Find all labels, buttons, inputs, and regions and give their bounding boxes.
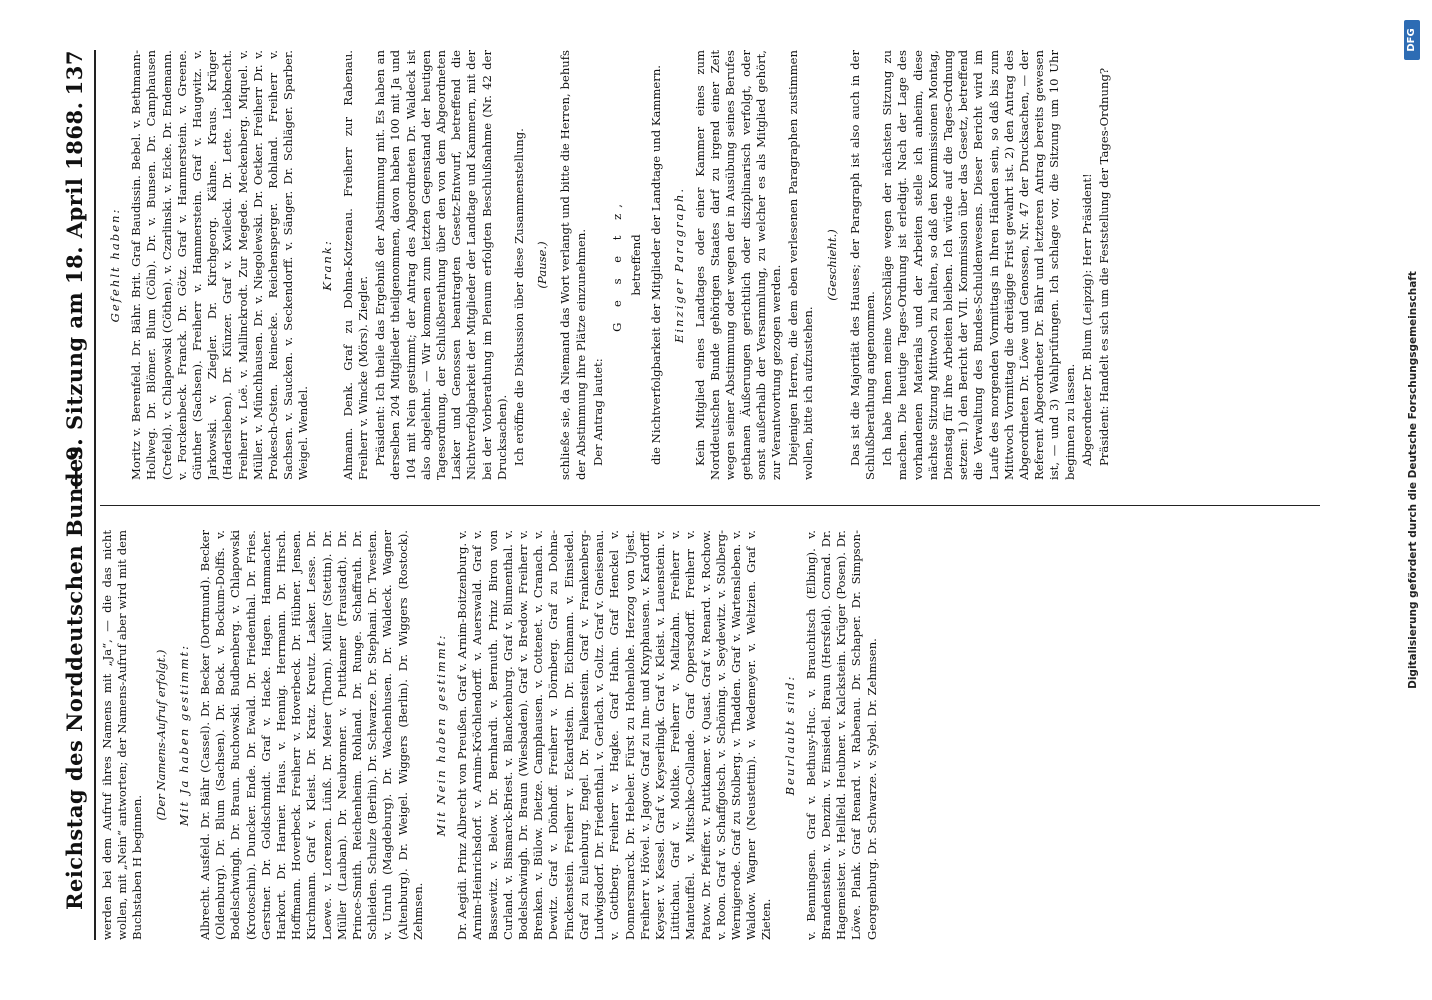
vote-call: Diejenigen Herren, die dem eben verlesenen Paragraphen zustimmen wollen, bitte ich aufzustehen. [786,50,816,480]
no-heading: Mit Nein haben gestimmt: [434,633,449,837]
roll-call-note: (Der Namens-Aufruf erfolgt.) [153,649,168,821]
missing-names: Moritz v. Berenfeld. Dr. Bähr. Brit. Graf Baudissin. Bebel. v. Bethmann-Hollweg. Dr. Blömer. Blum (Cöln). Dr. v. Bunsen. Dr. Camphausen (Crefeld). v. Chlapowski (Cöthen). v. Czarlinski. v. Eicke. Dr. Endemann. v. Forckenbeck. Franck. Dr. Götz. Graf v. Hammerstein. v. Greene. Günther (Sachsen). Freiherr v. Hammerstein. Graf v. Haugwitz. v. Jarkowski. v. Ziegler. Dr. Kirchgeorg. Kähne. Kraus. Krüger (Hadersleben). Dr. Künzer. Graf v. Kwilecki. Dr. Lette. Liebknecht. Freiherr v. Loë. v. Mallinckrodt. Zur Megede. Meckenberg. Miquel. v. Müller. v. Münchhausen. Dr. v. Niegolewski. Dr. Oetker. Freiherr Dr. v. Prokesch-Osten. Reinecke. Reichensperger. Rohland. Freiherr v. Sachsen. v. Saucken. v. Seckendorff. v. Sänger. Dr. Schläger. Sparber. Weigel. Wendel. [129,50,311,480]
left-column [100,530,1320,940]
paragraph-heading: Einziger Paragraph. [671,186,686,344]
left-running-head: Reichstag des Norddeutschen Bundes. [62,438,87,910]
absent-heading: Beurlaubt sind: [782,674,797,796]
digitization-stamp: Digitalisierung gefördert durch die Deutsche Forschungsgemeinschaft [1407,271,1419,689]
absent-names: v. Benningsen. Graf v. Bethusy-Huc. v. Brauchitsch (Elbing). v. Brandenstein. v. Denzin. v. Einsiedel. Braun (Hersfeld). Conrad. Dr. Hagemeister. v. Hellfeld. Heubner. v. Kalckstein. Krüger (Posen). Dr. Löwe. Plank. Graf Renard. v. Rabenau. Dr. Schaper. Dr. Simpson-Georgenburg. Dr. Schwarze. v. Sybel. Dr. Zehmsen. [803,530,879,940]
majority-paragraph: Das ist die Majorität des Hauses; der Paragraph ist also auch in der Schlußberathung angenommen. [847,50,877,480]
dfg-logo: DFG [1404,20,1420,60]
law-title: G e s e t z, [610,198,625,332]
speaker-paragraph: Abgeordneter Dr. Blum (Leipzig): Herr Präsident! [1079,173,1094,466]
session-title: — 9. Sitzung am 18. April 1868. [62,101,87,490]
president-question: Präsident: Handelt es sich um die Feststellung der Tages-Ordnung? [1096,67,1111,466]
law-subtitle-2: die Nichtverfolgbarkeit der Mitglieder der Landtage und Kammern. [648,65,663,465]
agenda-paragraph: Ich habe Ihnen meine Vorschläge wegen der nächsten Sitzung zu machen. Die heutige Tages-Ordnung ist erledigt. Nach der Lage des vorhandenen Materials und der Arbeiten stelle ich anheim, diese nächste Sitzung Mittwoch zu halten, so daß den Kommissionen Montag, Dienstag für ihre Arbeiten bleiben. Ich würde auf die Tages-Ordnung setzen: 1) den Bericht der VII. Kommission über das Gesetz, betreffend die Verwaltung des Bundes-Schuldenwesens. Dieser Bericht wird im Laufe des morgenden Vormittags in Ihren Händen sein, so daß bis zum Mittwoch Vormittag die dreitägige Frist gewahrt ist. 2) den Antrag des Abgeordneten Dr. Löwe und Genossen, Nr. 47 der Drucksachen, — der Referent Abgeordneter Dr. Bähr und letzteren Antrag bereits gewesen ist, — und 3) Wahlprüfungen. Ich schlage vor, die Sitzung um 10 Uhr beginnen zu lassen. [880,50,1077,480]
close-paragraph: schließe sie, da Niemand das Wort verlangt und bitte die Herren, behufs der Abstimmung ihre Plätze einzunehmen. [558,50,588,480]
vote-result-paragraph: Präsident: Ich theile das Ergebniß der Abstimmung mit. Es haben an derselben 204 Mitglieder theilgenommen, davon haben 100 mit Ja und 104 mit Nein gestimmt; der Antrag des Abgeordneten Dr. Waldeck ist also abgelehnt. — Wir kommen zum letzten Gegenstand der heutigen Tagesordnung, der Schlußberathung über den von dem Abgeordneten Lasker und Genossen beantragten Gesetz-Entwurf, betreffend die Nichtverfolgbarkeit der Mitglieder der Landtage und Kammern, mit der bei der Vorberathung im Plenum erfolgten Beschlußnahme (Nr. 42 der Drucksachen). [373,50,509,480]
column-divider [100,505,1320,506]
right-running-head [62,50,87,490]
pause-note: (Pause.) [535,241,550,289]
no-names: Dr. Aegidi. Prinz Albrecht von Preußen. Graf v. Arnim-Boitzenburg. v. Arnim-Heinrichsdorf. v. Arnim-Kröchlendorff. v. Auerswald. Graf v. Bassewitz. v. Below. Dr. Bernhardi. v. Bernuth. Prinz Biron von Curland. v. Bismarck-Briest. v. Blanckenburg. Graf v. Blumenthal. v. Bodelschwingh. Dr. Braun (Wiesbaden). Graf v. Bredow. Freiherr v. Brenken. v. Bülow. Dietze. Camphausen. v. Cottenet. v. Cranach. v. Dewitz. Graf v. Dönhoff. Freiherr v. Dörnberg. Graf zu Dohna-Finckenstein. Freiherr v. Eckardstein. Dr. Eichmann. v. Einsiedel. Graf zu Eulenburg. Engel. Dr. Falkenstein. Graf v. Frankenberg-Ludwigsdorf. Dr. Friedenthal. v. Gerlach. v. Goltz. Graf v. Gneisenau. v. Gottberg. Freiherr v. Hagke. Graf Hahn. Graf Henckel v. Donnersmarck. Dr. Hebeler. Fürst zu Hohenlohe. Herzog von Ujest. Freiherr v. Hövel. v. Jagow. Graf zu Inn- und Knyphausen. v. Kardorff. Keyser. v. Kessel. Graf v. Keyserlingk. Graf v. Kleist. v. Lauenstein. v. Lüttichau. Graf v. Moltke. Freiherr v. Maltzahn. Freiherr v. Manteuffel. v. Mitschke-Collande. Graf Oppersdorff. Freiherr v. Patow. Dr. Pfeiffer. v. Puttkamer. v. Quast. Graf v. Renard. v. Rochow. v. Roon. Graf v. Schaffgotsch. v. Schöning. v. Seydewitz. v. Stolberg-Wernigerode. Graf zu Stolberg. v. Thadden. Graf v. Wartensleben. v. Waldow. Wagner (Neustettin). v. Wedemeyer. v. Weltzien. Graf v. Zieten. [455,530,774,940]
discussion-paragraph: Ich eröffne die Diskussion über diese Zusammenstellung. [512,128,527,466]
sick-names: Ahmann. Denk. Graf zu Dohna-Kotzenau. Freiherr zur Rabenau. Freiherr v. Wincke (Mörs). Ziegler. [340,50,371,480]
law-text: Kein Mitglied eines Landtages oder einer Kammer eines zum Norddeutschen Bunde gehörigen Staates darf zu irgend einer Zeit wegen seiner Abstimmung oder wegen der in Ausübung seines Berufes gethanen Äußerungen gerichtlich oder disziplinarisch verfolgt, oder sonst außerhalb der Versammlung, zu welcher es als Mitglied gehört, zur Verantwortung gezogen werden. [692,50,783,480]
intro-paragraph: werden bei dem Aufruf ihres Namens mit „Ja“, — die das nicht wollen, mit „Nein“ antworten; der Namens-Aufruf aber wird mit dem Buchstaben H beginnen. [100,530,145,940]
yes-names: Albrecht. Ausfeld. Dr. Bähr (Cassel). Dr. Becker (Dortmund). Becker (Oldenburg). Dr. Blum (Sachsen). Dr. Bock. v. Bockum-Dolffs. v. Bodelschwingh. Dr. Braun. Buchowski. Budbenberg. v. Chlapowski (Krotoschin). Duncker. Ende. Dr. Ewald. Dr. Friedenthal. Dr. Fries. Gerstner. Dr. Goldschmidt. Graf v. Hacke. Hagen. Hammacher. Harkort. Dr. Harnier. Haus. v. Hennig. Herrmann. Dr. Hirsch. Hoffmann. Hoverbeck. Freiherr v. Hoverbeck. Dr. Hübner. Jensen. Kirchmann. Graf v. Kleist. Dr. Kratz. Kreutz. Lasker. Lesse. Dr. Loewe. v. Lorenzen. Lünß. Dr. Meier (Thorn). Müller (Stettin). Dr. Müller (Lauban). Dr. Neubronner. v. Puttkamer (Fraustadt). Dr. Prince-Smith. Reichenheim. Rohland. Dr. Runge. Schaffrath. Dr. Schleiden. Schulze (Berlin). Dr. Schwarze. Dr. Stephani. Dr. Twesten. v. Unruh (Magdeburg). Dr. Wachenhusen. Dr. Waldeck. Wagner (Altenburg). Dr. Weigel. Wiggers (Berlin). Dr. Wiggers (Rostock). Zehmsen. [198,530,425,940]
yes-heading: Mit Ja haben gestimmt: [176,643,191,827]
page-number: 137 [62,50,87,96]
motion-intro: Der Antrag lautet: [590,358,605,466]
stand-note: (Geschieht.) [824,229,839,301]
missing-heading: Gefehlt haben: [108,207,122,323]
law-subtitle-1: betreffend [629,234,644,296]
sick-heading: Krank: [319,239,334,291]
header-rule [94,50,96,940]
right-column [100,50,1320,480]
